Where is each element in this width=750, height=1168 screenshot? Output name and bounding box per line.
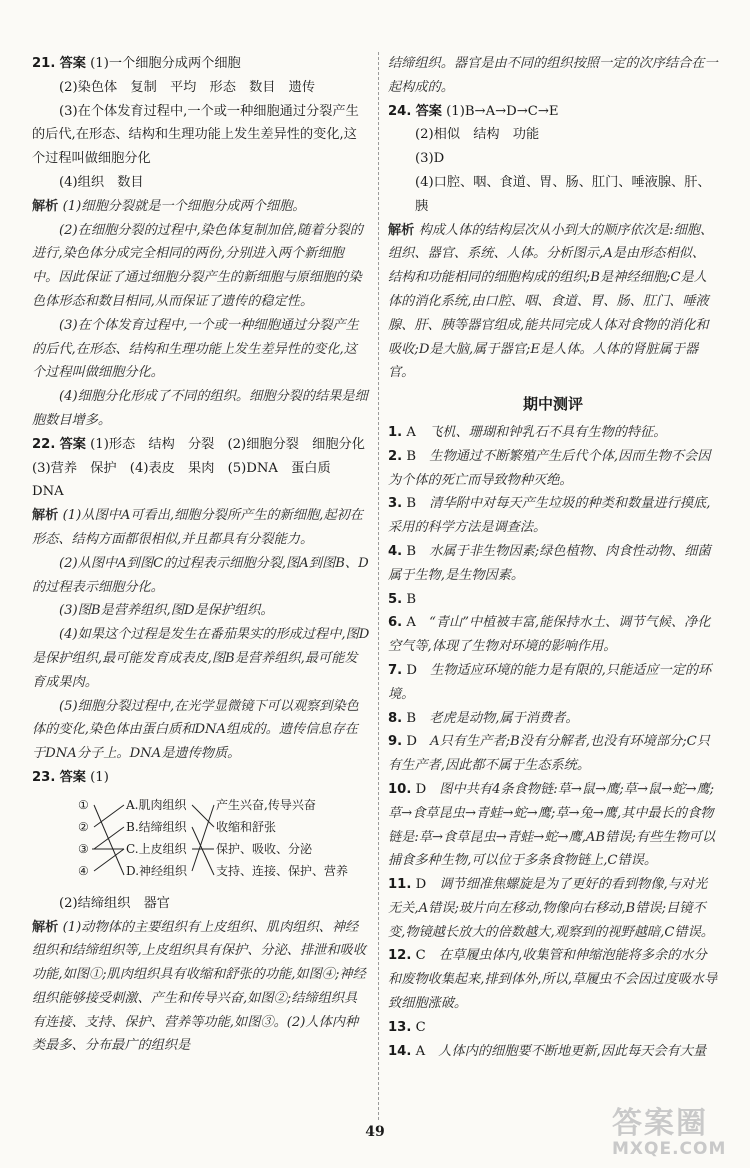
q24-answer-3: (3)D <box>415 151 445 167</box>
watermark-line1: 答案圈 <box>612 1106 708 1141</box>
midterm-item <box>388 1040 718 1064</box>
q23-explanation: 解析 (1)动物体的主要组织有上皮组织、肌肉组织、神经组织和结缔组织等,上皮组织具有保护、分泌、排泄和吸收功能,如图①;肌肉组织具有收缩和舒张的功能,如图④;神经组织能够接受刺激、产生和传导兴奋,如图②;结缔组织具有连接、支持、保护、营养等功能,如图③。(2)人体内种类最多、分布最广的组织是 <box>32 919 366 1054</box>
midterm-item <box>388 421 718 445</box>
diagram-tissue-c: C.上皮组织 <box>126 841 187 856</box>
midterm-item <box>388 611 718 659</box>
item-number: 8. <box>388 710 403 726</box>
item-number: 14. <box>388 1043 412 1059</box>
q24-answer-line1: 24. 答案 (1)B→A→D→C→E <box>388 103 559 119</box>
item-answer: B <box>406 448 417 464</box>
midterm-item <box>388 1016 718 1040</box>
diagram-tissue-b: B.结缔组织 <box>126 819 187 834</box>
diagram-function-1: 产生兴奋,传导兴奋 <box>216 797 316 812</box>
item-explanation: “青山”中植被丰富,能保持水土、调节气候、净化空气等,体现了生物对环境的影响作用。 <box>388 615 711 655</box>
midterm-item <box>388 540 718 588</box>
item-number: 11. <box>388 877 412 893</box>
item-number: 9. <box>388 734 403 750</box>
q21-answer-2: (2)染色体 复制 平均 形态 数目 遗传 <box>59 79 316 95</box>
item-explanation: 飞机、珊瑚和钟乳石不具有生物的特征。 <box>429 424 667 440</box>
item-answer: B <box>406 710 417 726</box>
item-number: 5. <box>388 591 403 607</box>
diagram-tissue-a: A.肌肉组织 <box>126 797 187 812</box>
diagram-function-3: 保护、吸收、分泌 <box>216 841 313 856</box>
diagram-num-4: ④ <box>78 863 89 878</box>
q23-answer-2: (2)结缔组织 器官 <box>59 895 170 911</box>
midterm-item <box>388 873 718 944</box>
q21-explanation-1: 解析 (1)细胞分裂就是一个细胞分成两个细胞。 <box>32 198 306 214</box>
item-answer: D <box>415 877 427 893</box>
q24-explanation: 解析 构成人体的结构层次从小到大的顺序依次是:细胞、组织、器官、系统、人体。分析图示,A是由形态相似、结构和功能相同的细胞构成的组织;B是神经细胞;C是人体的消化系统,由口腔、咽、食道、胃、肠、肛门、唾液腺、肝、胰等器官组成,能共同完成人体对食物的消化和吸收;D是大脑,属于器官;E是人体。人体的肾脏属于器官。 <box>388 222 714 381</box>
q23-explanation-continued: 结缔组织。器官是由不同的组织按照一定的次序结合在一起构成的。 <box>388 56 718 95</box>
q23-answer: 23. 答案 (1) <box>32 769 109 785</box>
item-number: 1. <box>388 424 403 440</box>
diagram-num-1: ① <box>78 797 89 812</box>
q24-answer-4: (4)口腔、咽、食道、胃、肠、肛门、唾液腺、肝、胰 <box>415 174 711 214</box>
item-number: 7. <box>388 662 403 678</box>
item-number: 4. <box>388 543 403 559</box>
item-answer: C <box>415 948 426 964</box>
midterm-item <box>388 588 718 612</box>
item-explanation: 清华附中对每天产生垃圾的种类和数量进行摸底,采用的科学方法是调查法。 <box>388 496 711 536</box>
item-answer: B <box>406 496 417 512</box>
item-number: 13. <box>388 1019 412 1035</box>
midterm-item <box>388 730 718 778</box>
midterm-item <box>388 944 718 1015</box>
midterm-item <box>388 659 718 707</box>
q21-explanation-3: (3)在个体发育过程中,一个或一种细胞通过分裂产生的后代,在形态、结构和生理功能上发生差异性的变化,这个过程叫做细胞分化。 <box>32 317 359 381</box>
midterm-item <box>388 492 718 540</box>
item-explanation: 水属于非生物因素;绿色植物、肉食性动物、细菌属于生物,是生物因素。 <box>388 543 711 583</box>
q22-explanation-5: (5)细胞分裂过程中,在光学显微镜下可以观察到染色体的变化,染色体由蛋白质和DNA组成的。遗传信息存在于DNA分子上。DNA是遗传物质。 <box>32 698 359 762</box>
q22-explanation-4: (4)如果这个过程是发生在番茄果实的形成过程中,图D是保护组织,最可能发育成表皮,图B是营养组织,最可能发育成果肉。 <box>32 627 370 690</box>
item-number: 10. <box>388 781 412 797</box>
q21-answer-3: (3)在个体发育过程中,一个或一种细胞通过分裂产生的后代,在形态、结构和生理功能上发生差异性的变化,这个过程叫做细胞分化 <box>32 103 359 167</box>
right-column <box>388 52 718 1063</box>
item-answer: A <box>415 1043 426 1059</box>
item-explanation: 调节细准焦螺旋是为了更好的看到物像,与对光无关,A错误;玻片向左移动,物像向右移动,B错误;目镜不变,物镜越长放大的倍数越大,观察到的视野越暗,C错误。 <box>388 877 714 940</box>
item-explanation: 人体内的细胞要不断地更新,因此每天会有大量 <box>438 1043 707 1059</box>
item-answer: A <box>406 615 416 631</box>
midterm-answer-list <box>388 421 718 1064</box>
q22-explanation-1: 解析 (1)从图中A可看出,细胞分裂所产生的新细胞,起初在形态、结构方面都很相似,并且都具有分裂能力。 <box>32 508 363 547</box>
q22-explanation-2: (2)从图中A到图C的过程表示细胞分裂,图A到图B、D的过程表示细胞分化。 <box>32 555 369 595</box>
item-explanation: A只有生产者;B没有分解者,也没有环境部分;C只有生产者,因此都不属于生态系统。 <box>388 734 710 774</box>
section-title: 期中测评 <box>522 395 583 414</box>
column-divider <box>378 52 379 1120</box>
left-column <box>32 52 379 1058</box>
q24-answer-2: (2)相似 结构 功能 <box>415 127 540 143</box>
q22-explanation-3: (3)图B是营养组织,图D是保护组织。 <box>59 603 274 619</box>
midterm-item <box>388 445 718 493</box>
q21-explanation-4: (4)细胞分化形成了不同的组织。细胞分裂的结果是细胞数目增多。 <box>32 389 368 428</box>
item-answer: B <box>406 591 417 607</box>
item-answer: D <box>415 781 427 797</box>
item-number: 12. <box>388 948 412 964</box>
diagram-function-4: 支持、连接、保护、营养 <box>216 863 349 878</box>
diagram-tissue-d: D.神经组织 <box>126 863 188 878</box>
tissue-matching-diagram <box>32 792 370 888</box>
item-answer: A <box>406 424 416 440</box>
diagram-num-3: ③ <box>78 841 89 856</box>
q21-explanation-2: (2)在细胞分裂的过程中,染色体复制加倍,随着分裂的进行,染色体分成完全相同的两份,分别进入两个新细胞中。因此保证了通过细胞分裂产生的新细胞与原细胞的染色体形态和数目相同,从而保证了遗传的稳定性。 <box>32 222 363 309</box>
watermark-logo <box>612 1108 732 1160</box>
item-answer: C <box>415 1019 426 1035</box>
q21-answer-line1: 21. 答案 (1)一个细胞分成两个细胞 <box>32 56 241 71</box>
watermark-line2: MXQE.COM <box>612 1139 727 1159</box>
item-explanation: 老虎是动物,属于消费者。 <box>429 710 579 726</box>
item-explanation: 在草履虫体内,收集管和伸缩泡能将多余的水分和废物收集起来,排到体外,所以,草履虫不会因过度吸水导致细胞涨破。 <box>388 948 718 1012</box>
item-answer: D <box>406 734 417 750</box>
midterm-item <box>388 707 718 731</box>
item-number: 3. <box>388 496 403 512</box>
page-number: 49 <box>365 1124 385 1140</box>
diagram-num-2: ② <box>78 819 89 834</box>
item-answer: B <box>406 543 417 559</box>
q22-answer: 22. 答案 (1)形态 结构 分裂 (2)细胞分裂 细胞分化 (3)营养 保护 (4)表皮 果肉 (5)DNA 蛋白质 DNA <box>32 436 379 500</box>
item-number: 6. <box>388 615 403 631</box>
diagram-function-2: 收缩和舒张 <box>216 819 277 834</box>
item-explanation: 生物适应环境的能力是有限的,只能适应一定的环境。 <box>388 662 712 702</box>
item-explanation: 生物通过不断繁殖产生后代个体,因而生物不会因为个体的死亡而导致物种灭绝。 <box>388 448 711 488</box>
midterm-item <box>388 778 718 873</box>
item-answer: D <box>406 662 417 678</box>
q21-answer-4: (4)组织 数目 <box>59 174 144 190</box>
item-explanation: 图中共有4条食物链:草→鼠→鹰;草→鼠→蛇→鹰;草→食草昆虫→青蛙→蛇→鹰;草→兔→鹰,其中最长的食物链是:草→食草昆虫→青蛙→蛇→鹰,AB错误;有些生物可以捕食多种生物,可以位于多条食物链上,C错误。 <box>388 781 716 869</box>
item-number: 2. <box>388 448 403 464</box>
